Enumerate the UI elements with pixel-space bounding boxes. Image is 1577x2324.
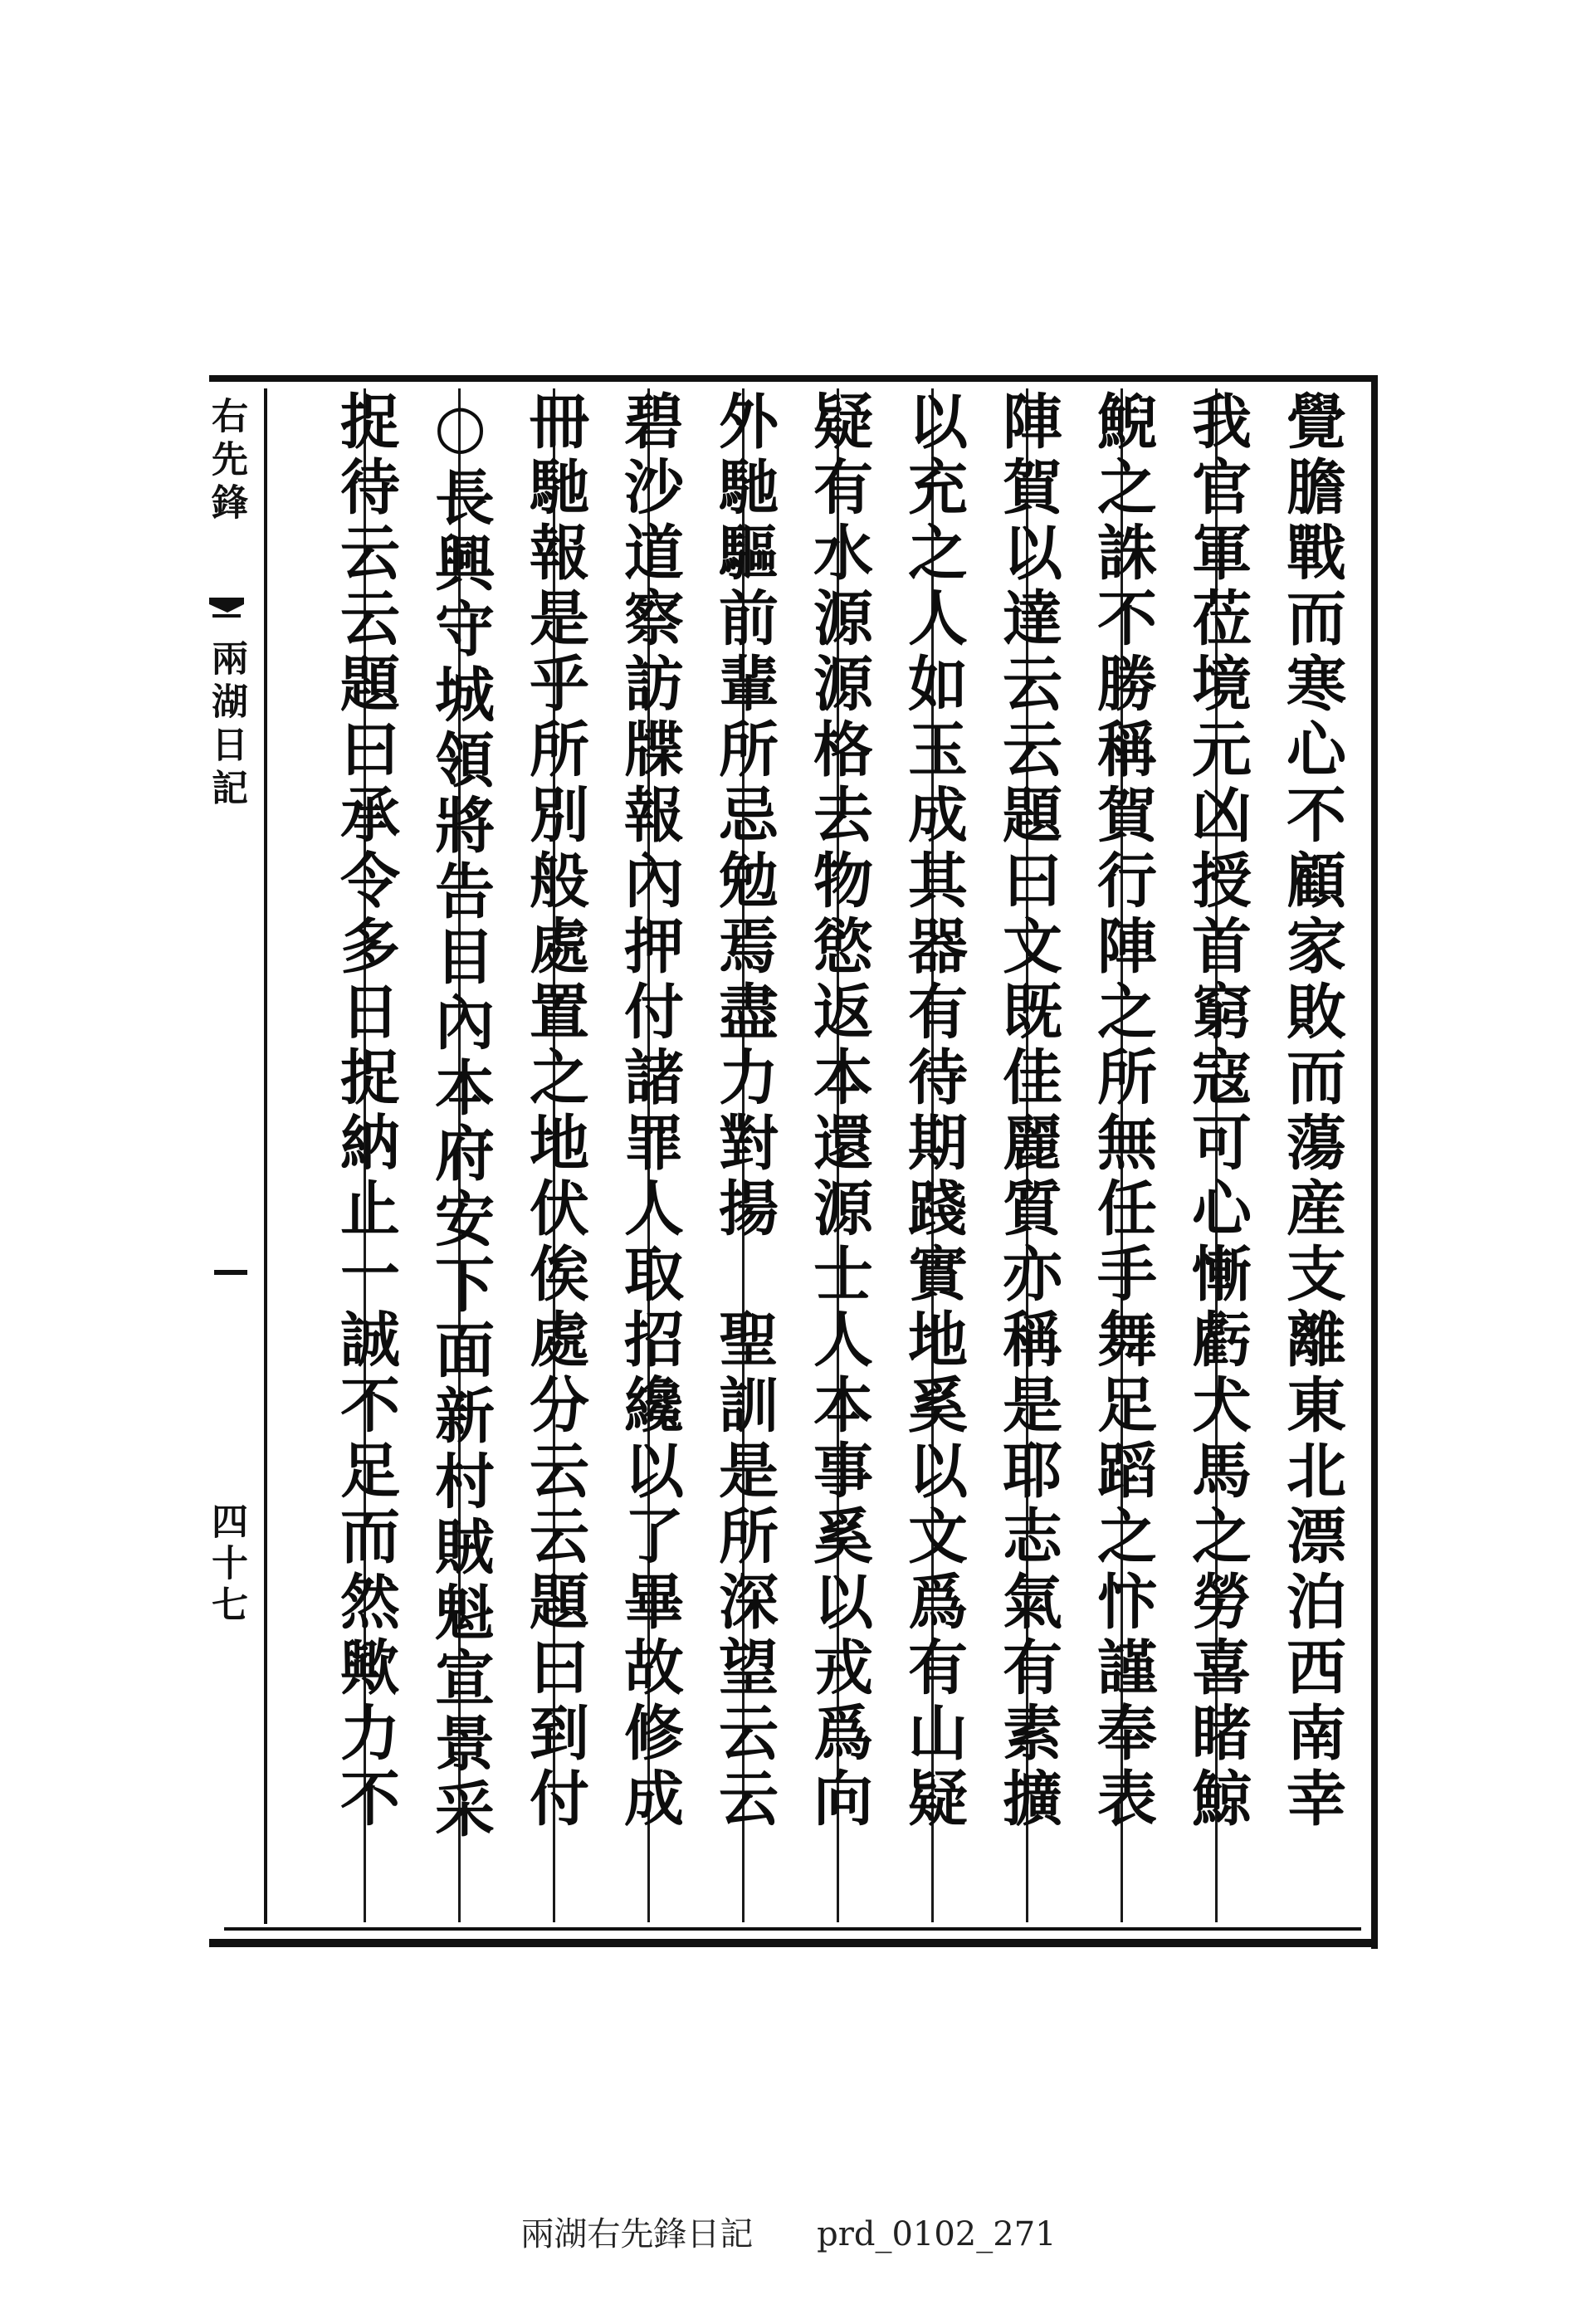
- fish-tail-mark-icon: [208, 594, 246, 624]
- fore-edge-folio-number: 四十七: [205, 1502, 247, 1627]
- fore-edge-divider: [264, 388, 267, 1924]
- caption-title: 兩湖右先鋒日記: [520, 2215, 754, 2253]
- text-column-4: 陣賀以達云云題曰文既佳麗質亦稱是耶志氣有素擴: [993, 390, 1063, 1833]
- text-column-7: 外馳驅前輩所忌勉焉盡力對揚 聖訓是所深望云云: [709, 390, 779, 1833]
- frame-bottom-inner-rule: [224, 1927, 1361, 1931]
- text-column-8: 碧沙道察訪牒報內押付諸罪人取招纔以了畢故修成: [614, 390, 685, 1833]
- text-column-6: 疑有水源源格去物慾返本還源士人本事奚以戎爲向: [803, 390, 874, 1833]
- fore-edge-tick-mark: [214, 1270, 247, 1275]
- text-column-5: 以充之人如玉成其器有待期踐實地奚以文爲有山疑: [898, 390, 969, 1833]
- page-caption: [0, 2208, 1577, 2255]
- frame-bottom-outer-rule: [209, 1939, 1378, 1947]
- text-column-10: ○長興守城領將告目內本府安下面新村賊魁宣景采: [425, 390, 496, 1843]
- frame-right-rule: [1371, 375, 1378, 1949]
- fore-edge-title: 右先鋒: [205, 397, 247, 526]
- text-column-9: 冊馳報是乎所別般處置之地伏俟處分云云題曰到付: [520, 390, 590, 1833]
- text-column-1: 覺膽戰而寒心不顧家敗而蕩産支離東北漂泊西南幸: [1277, 390, 1347, 1833]
- text-column-2: 我官軍莅境元凶授首窮寇可心慚虧犬馬之勞喜睹鯨: [1182, 390, 1252, 1833]
- frame-top-rule: [209, 375, 1378, 382]
- text-column-3: 鯢之誅不勝稱賀行陣之所無任手舞足蹈之忭謹奉表: [1087, 390, 1158, 1833]
- fore-edge-subtitle: 兩湖日記: [205, 639, 247, 812]
- text-column-11: 捉待云云題曰承令多日捉納止一誠不足而然歟力不: [330, 390, 401, 1833]
- caption-id: prd_0102_271: [817, 2215, 1057, 2253]
